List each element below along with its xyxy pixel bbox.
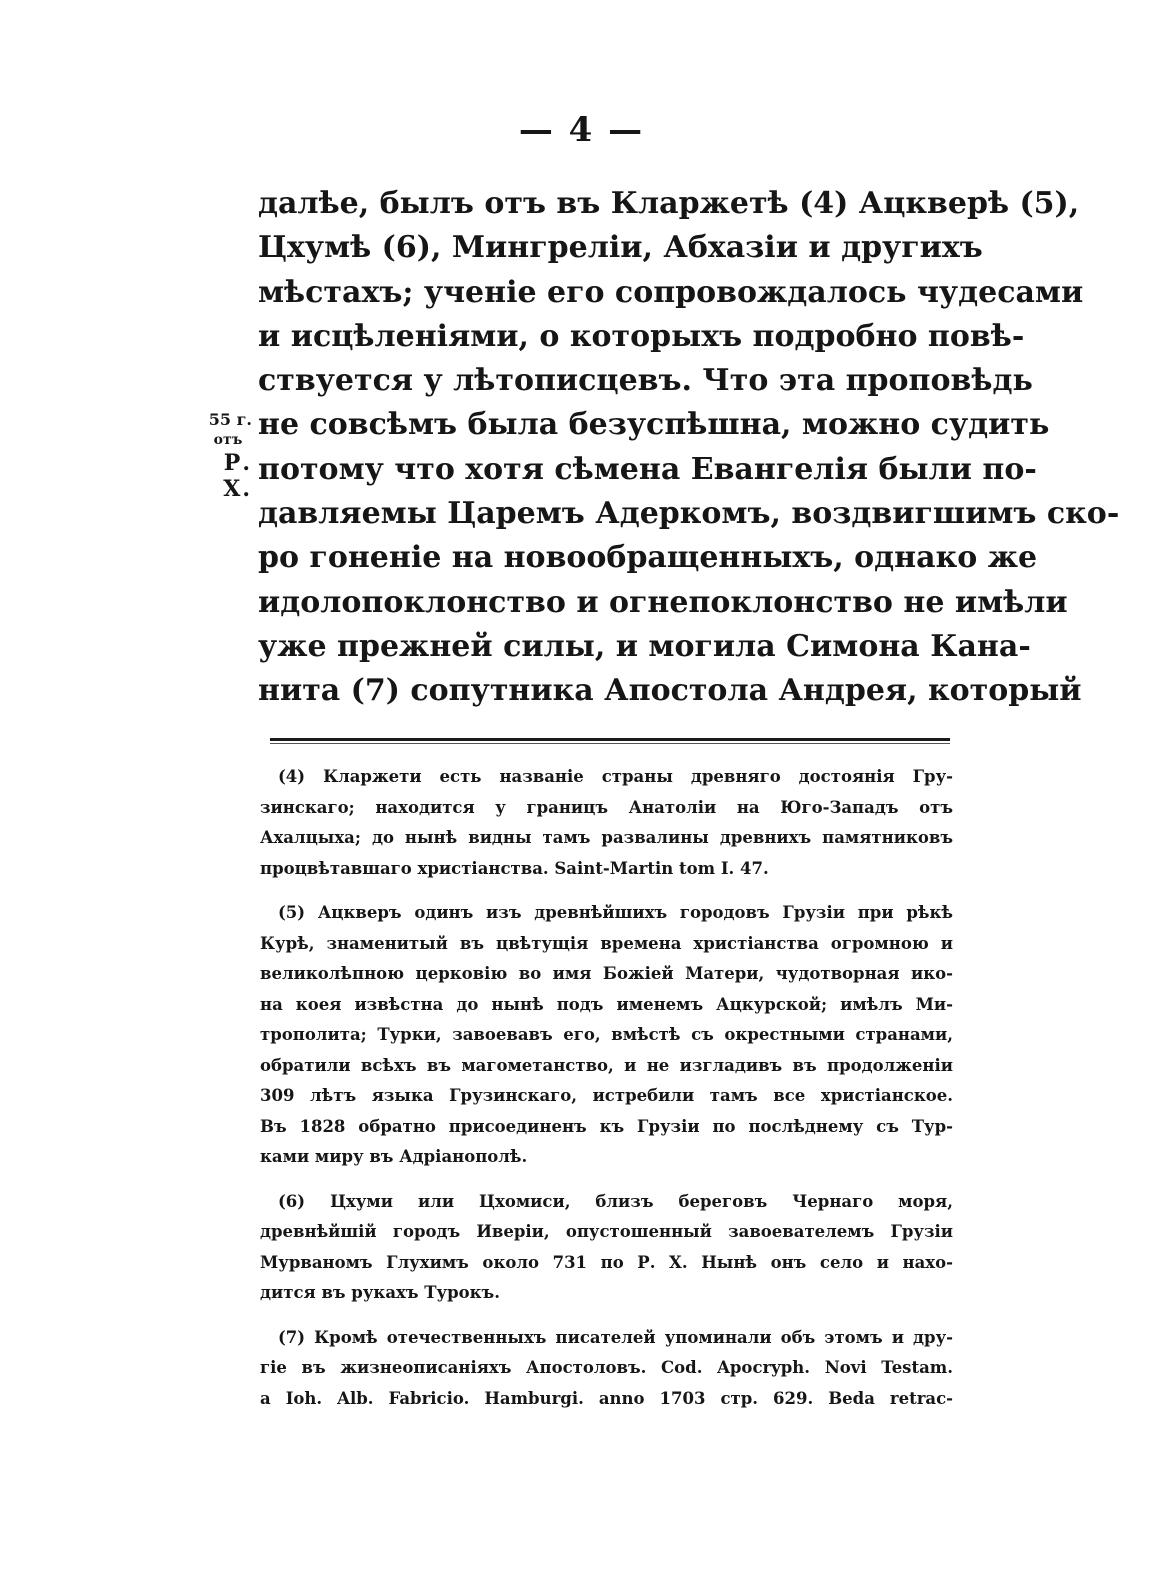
margin-year: 55 г. (208, 410, 252, 429)
footnote-6 (260, 1187, 953, 1309)
footnote-line: (5) Ацкверъ одинъ изъ древнѣйшихъ городовъ Грузіи при рѣкѣ (278, 903, 953, 922)
footnote-separator-thin (270, 743, 950, 744)
footnote-line: древнѣйшій городъ Иверіи, опустошенный завоевателемъ Грузіи (260, 1222, 953, 1241)
main-text-line: далѣе, былъ отъ въ Кларжетѣ (4) Ацкверѣ (5), (258, 186, 1080, 221)
footnote-line: трополита; Турки, завоевавъ его, вмѣстѣ съ окрестными странами, (260, 1025, 953, 1044)
footnote-7 (260, 1323, 953, 1415)
main-text-line: уже прежней силы, и могила Симона Кана- (258, 628, 1031, 664)
footnote-separator (270, 738, 950, 741)
footnotes (260, 762, 953, 1428)
footnote-line: великолѣпною церковію во имя Божіей Матери, чудотворная ико- (260, 964, 953, 983)
footnote-5 (260, 898, 953, 1173)
footnote-line: на коея извѣстна до нынѣ подъ именемъ Ацкурской; имѣлъ Ми- (260, 994, 953, 1014)
footnote-4 (260, 762, 953, 884)
footnote-line: Курѣ, знаменитый въ цвѣтущія времена христіанства огромною и (260, 933, 953, 953)
footnote-line: a Ioh. Alb. Fabricio. Hamburgi. anno 1703 стр. 629. Beda retrac- (260, 1388, 953, 1408)
main-text-line: потому что хотя сѣмена Евангелія были по- (258, 451, 1037, 487)
footnote-line: (6) Цхуми или Цхомиси, близъ береговъ Чернаго моря, (278, 1191, 953, 1211)
margin-ot: отъ (213, 432, 243, 448)
footnote-line: дится въ рукахъ Турокъ. (260, 1283, 500, 1302)
footnote-line: гіе въ жизнеописаніяхъ Апостоловъ. Cod. Apocryph. Novi Testam. (260, 1358, 953, 1377)
footnote-line: зинскаго; находится у границъ Анатоліи на Юго-Западъ отъ (260, 797, 953, 817)
main-text-line: нита (7) сопутника Апостола Андрея, который (258, 673, 1082, 709)
footnote-line: обратили всѣхъ въ магометанство, и не изгладивъ въ продолженіи (260, 1055, 953, 1075)
main-text-line: мѣстахъ; ученіе его сопровождалось чудесами (258, 274, 1084, 310)
footnote-line: процвѣтавшаго христіанства. Saint-Martin tom I. 47. (260, 858, 769, 878)
footnote-line: ками миру въ Адріанополѣ. (260, 1147, 528, 1166)
footnote-line: Ахалцыха; до нынѣ видны тамъ развалины древнихъ памятниковъ (260, 828, 953, 847)
main-text-line: Цхумѣ (6), Мингреліи, Абхазіи и другихъ (258, 230, 983, 266)
margin-date-note (190, 410, 252, 502)
main-text-line: давляемы Царемъ Адеркомъ, воздвигшимъ ско- (258, 496, 1120, 532)
footnote-line: Въ 1828 обратно присоединенъ къ Грузіи по послѣднему съ Тур- (260, 1116, 953, 1136)
footnote-line: Мурваномъ Глухимъ около 731 по Р. Х. Нынѣ онъ село и нахо- (260, 1252, 953, 1272)
footnote-line: (7) Кромѣ отечественныхъ писателей упоминали объ этомъ и дру- (278, 1327, 953, 1347)
page-number: — 4 — (518, 110, 645, 150)
footnote-line: (4) Кларжети есть названіе страны древняго достоянія Гру- (278, 767, 953, 786)
main-text-body (258, 182, 1120, 714)
footnote-line: 309 лѣтъ языка Грузинскаго, истребили тамъ все христіанское. (260, 1086, 953, 1105)
main-text-line: и исцѣленіями, о которыхъ подробно повѣ- (258, 318, 1025, 354)
main-text-line: идолопоклонство и огнепоклонство не имѣли (258, 584, 1068, 620)
main-text-line: ствуется у лѣтописцевъ. Что эта проповѣдь (258, 363, 1033, 399)
main-text-line: не совсѣмъ была безуспѣшна, можно судить (258, 407, 1050, 443)
main-text-line: ро гоненіе на новообращенныхъ, однако же (258, 540, 1038, 576)
margin-rx: Р. Х. (223, 450, 252, 502)
